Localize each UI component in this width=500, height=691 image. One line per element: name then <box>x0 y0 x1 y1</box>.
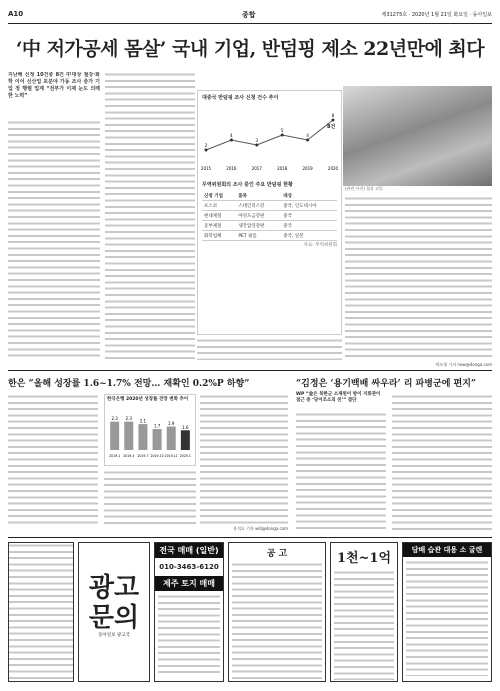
issue-info: 제31275호 · 2020년 1월 21일 화요일 · 동아일보 <box>381 12 492 18</box>
ad-loan-title: 1천~1억 <box>336 551 392 566</box>
x-tick-label: 2020 <box>327 166 339 171</box>
article1-body-col3 <box>197 338 342 360</box>
bar <box>181 430 190 450</box>
x-tick-label: 2019 <box>302 166 313 171</box>
table-row <box>202 221 337 231</box>
table-row <box>202 211 337 221</box>
table-cell: 화학업체 <box>202 231 236 241</box>
photo-caption: (관련 사진) 철강 코일 <box>345 186 383 191</box>
x-tick-label: 2017 <box>251 166 262 171</box>
ad-smoking-title: 담배 습관 대용 소 굴렌 <box>403 543 491 557</box>
table-cell: 중국, 인도네시아 <box>281 201 337 211</box>
section-label: 종합 <box>242 11 256 19</box>
article1-body-col1 <box>8 120 100 360</box>
bar-category-label: 2019.7 <box>137 454 149 458</box>
bar-category-label: 2019.4 <box>123 454 135 458</box>
bar-value-label: 1.6 <box>182 424 189 430</box>
table-row <box>202 231 337 241</box>
article1-lead-text: 지난해 신청 10건중 8건 中대상 철강·화학 이어 신산업 포분야 가동 조사 증가 기업 정 행렬 업계 “전부가 이제 눈도 의례한 노력” <box>8 72 100 99</box>
main-headline: ‘中 저가공세 몸살’ 국내 기업, 반덤핑 제소 22년만에 최다 <box>15 38 485 60</box>
table-cell: 포스코 <box>202 201 236 211</box>
article3-body-col2 <box>392 394 492 532</box>
x-tick-label: 2015 <box>200 166 212 171</box>
growth-chart-title: 한국은행 2020년 성장률 전망 변화 추이 <box>107 397 189 402</box>
bar-value-label: 2.3 <box>125 416 132 422</box>
article2-title: 한은 “올해 성장률 1.6~1.7% 전망… 재확인 0.2%P 하향” <box>8 379 250 389</box>
article2-body-col2 <box>104 470 196 524</box>
x-tick-label: 2016 <box>226 166 237 171</box>
bar-value-label: 1.7 <box>153 423 161 429</box>
table-cell: 중국 <box>281 211 337 221</box>
x-tick-label: 2018 <box>277 166 288 171</box>
page-number: A10 <box>8 10 24 18</box>
bar <box>153 429 162 450</box>
steel-coil-photo <box>343 86 492 186</box>
line-chart <box>198 104 341 174</box>
table-cell: 스테인리스강 <box>236 201 281 211</box>
table-cell: 중국 <box>281 221 337 231</box>
anti-dumping-table <box>202 191 337 241</box>
bar-value-label: 2.3 <box>111 416 118 422</box>
article1-byline: 곽도영 기자 now@donga.com <box>435 362 492 367</box>
ad-realestate <box>154 542 224 682</box>
data-label: 4 <box>306 133 309 138</box>
data-label: 2 <box>204 143 208 148</box>
ad-notice-text <box>232 562 322 680</box>
article2-body-col3 <box>200 394 288 524</box>
ad-inquiry-title: 광고 문의 <box>88 573 140 633</box>
article1-lead <box>8 72 100 116</box>
ad-realestate-title: 전국 매매 (일반) <box>155 543 223 558</box>
ad-loan <box>330 542 398 682</box>
data-label: 8 <box>331 113 335 118</box>
article2-byline: 홍석호 기자 will@donga.com <box>233 526 288 531</box>
bar-category-label: 2019.11 <box>164 454 178 458</box>
bar-category-label: 2020.1 <box>179 454 191 458</box>
table-header: 품목 <box>236 191 281 201</box>
data-label: 5 <box>280 128 284 133</box>
chart-title: 대중국 반덤핑 조사 신청 건수 추이 <box>202 95 279 101</box>
ad-loan-text <box>334 570 394 680</box>
ad-land-title: 제주 토지 매매 <box>155 576 223 591</box>
table-title: 무역위원회의 조사 중인 주요 반덤핑 현황 <box>202 182 293 188</box>
ad-listing <box>8 542 74 682</box>
table-cell: 동부제철 <box>202 221 236 231</box>
ad-listing-text <box>9 543 73 681</box>
bar-category-label: 2019.1 <box>109 454 121 458</box>
bar <box>167 427 176 450</box>
table-cell: PET 필름 <box>236 231 281 241</box>
ad-smoking <box>402 542 492 682</box>
table-cell: 냉간압연강판 <box>236 221 281 231</box>
article2-body-col1 <box>8 394 98 524</box>
bar-value-label: 1.9 <box>168 421 175 427</box>
table-cell: 아연도금강판 <box>236 211 281 221</box>
ad-divider <box>8 537 492 538</box>
ad-smoking-text <box>406 560 488 676</box>
article3-body-col1 <box>296 412 386 532</box>
article3-sub: WP “金은 북한군 소재원이 방이 지휘관이 접근 중 ‘당이조소의 친’” 결단 <box>296 392 381 403</box>
article1-body-col2 <box>105 72 195 360</box>
data-point <box>306 139 309 142</box>
divider <box>8 370 492 371</box>
masthead <box>8 8 492 24</box>
table-header: 신청 기업 <box>202 191 236 201</box>
article1-body-col4 <box>345 196 492 360</box>
table-cell: 중국, 일본 <box>281 231 337 241</box>
table-source: 자료: 무역위원회 <box>303 243 337 248</box>
growth-chart-box <box>104 394 196 466</box>
table-cell: 현대제철 <box>202 211 236 221</box>
data-point <box>230 139 233 142</box>
bar-category-label: 2019.10 <box>150 454 164 458</box>
ad-realestate-phone: 010-3463-6120 <box>159 563 219 571</box>
ad-inquiry <box>78 542 150 682</box>
growth-bar-chart <box>105 405 195 460</box>
bar <box>124 422 133 450</box>
ad-inquiry-sub: 동아일보 광고국 <box>98 633 130 638</box>
article3-title: “김정은 ‘용기백배 싸우라’ 리 파병군에 편지” <box>296 379 477 389</box>
ad-notice <box>228 542 326 682</box>
ad-notice-title: 공 고 <box>266 549 288 559</box>
data-point <box>332 119 335 122</box>
ad-land-text <box>158 594 220 674</box>
series-line <box>206 120 336 150</box>
table-row <box>202 201 337 211</box>
bar <box>110 422 119 450</box>
chart-annotation: 8건 <box>327 124 336 130</box>
bar <box>138 424 147 450</box>
data-point <box>205 149 208 152</box>
data-point <box>255 144 258 147</box>
data-label: 4 <box>230 133 233 138</box>
table-header: 대상 <box>281 191 337 201</box>
data-label: 3 <box>255 138 259 143</box>
data-point <box>281 134 284 137</box>
chart-box <box>197 90 342 335</box>
bar-value-label: 2.1 <box>139 418 147 424</box>
